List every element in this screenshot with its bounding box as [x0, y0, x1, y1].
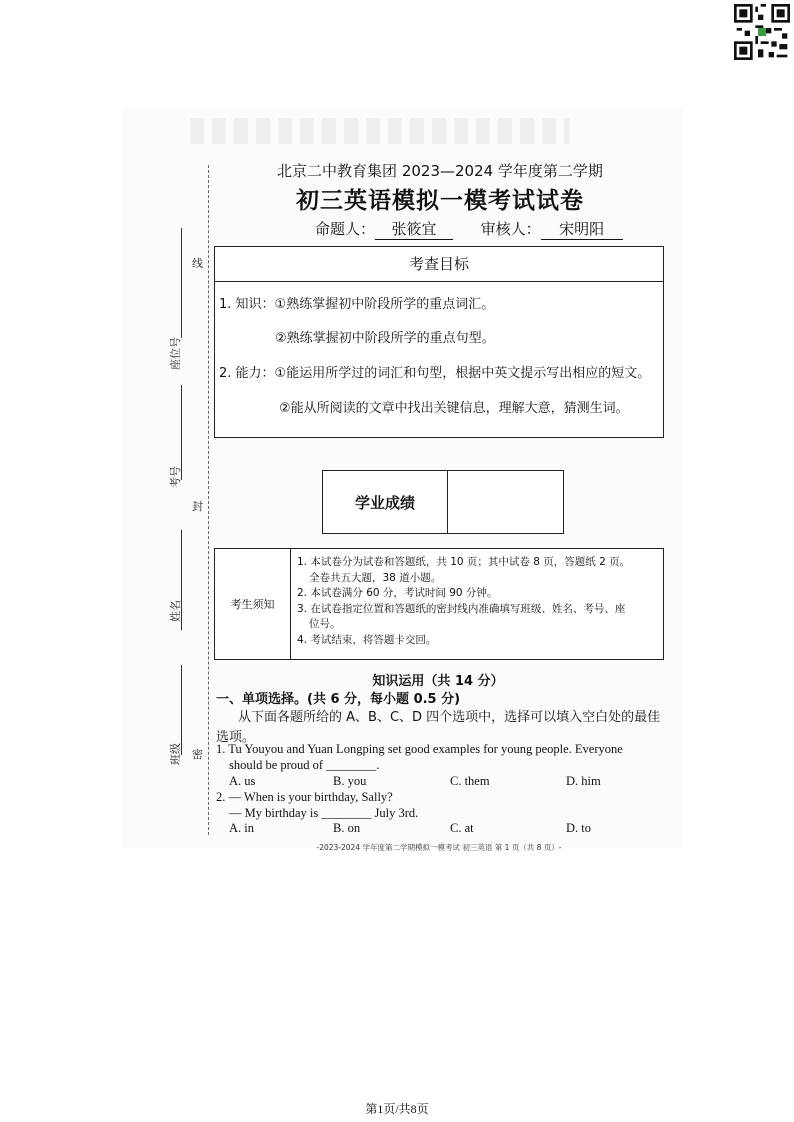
reviewer-label: 审核人：	[480, 220, 541, 238]
goal-knowledge-2: ②熟练掌握初中阶段所学的重点句型。	[275, 331, 495, 346]
page-number: 第1页/共8页	[365, 1102, 429, 1116]
question-2-option-c: C. at	[450, 821, 474, 835]
goals-heading: 考查目标	[215, 247, 663, 282]
org-line: 北京二中教育集团 2023—2024 学年度第二学期	[277, 162, 603, 180]
question-2-option-a: A. in	[229, 821, 254, 835]
scan-smudge	[190, 118, 570, 144]
score-label: 学业成绩	[323, 471, 448, 533]
seal-char-line: 线	[192, 257, 203, 270]
class-label: 班级	[169, 743, 182, 765]
part-instruction: 从下面各题所给的 A、B、C、D 四个选项中，选择可以填入空白处的最佳选项。	[216, 710, 661, 745]
question-2-option-d: D. to	[566, 821, 591, 835]
qr-code-icon	[734, 4, 790, 60]
notice-label: 考生须知	[215, 549, 291, 659]
question-1-option-a: A. us	[229, 774, 256, 788]
goal-ability-1: 2. 能力：①能运用所学过的词汇和句型，根据中英文提示写出相应的短文。	[219, 366, 651, 381]
notice-item: 3. 在试卷指定位置和答题纸的密封线内准确填写班级、姓名、考号、座	[297, 602, 626, 615]
part-title: 一、单项选择。(共 6 分，每小题 0.5 分)	[216, 692, 461, 707]
author-line	[315, 218, 623, 240]
question-1-option-b: B. you	[333, 774, 367, 788]
notice-box	[214, 548, 664, 660]
page-footer: -2023-2024 学年度第二学期模拟一模考试 初三英语 第 1 页（共 8 页）-	[316, 843, 562, 852]
question-1-option-d: D. him	[566, 774, 601, 788]
exam-number-label: 考号	[169, 466, 182, 488]
goals-box	[214, 246, 664, 438]
notice-items	[291, 549, 630, 659]
seat-number-line	[181, 228, 182, 338]
score-field[interactable]	[448, 471, 563, 533]
name-label: 姓名	[169, 600, 182, 622]
question-2-line-2: — My birthday is ________ July 3rd.	[229, 806, 419, 820]
question-1-option-c: C. them	[450, 774, 490, 788]
binding-dashed-line	[208, 165, 209, 835]
question-1-line-2: should be proud of ________.	[229, 758, 380, 772]
notice-item: 全卷共五大题，38 道小题。	[309, 571, 442, 584]
author-name: 张筱宜	[375, 218, 453, 240]
notice-item: 位号。	[309, 618, 341, 630]
seal-char-secret: 密	[192, 748, 203, 761]
goal-ability-2: ②能从所阅读的文章中找出关键信息，理解大意，猜测生词。	[279, 401, 629, 416]
notice-item: 1. 本试卷分为试卷和答题纸，共 10 页；其中试卷 8 页，答题纸 2 页。	[297, 556, 631, 568]
exam-title: 初三英语模拟一模考试试卷	[296, 188, 584, 214]
class-line	[181, 665, 182, 755]
question-1-line-1: 1. Tu Youyou and Yuan Longping set good examples for young people. Everyone	[216, 742, 623, 756]
goal-knowledge-1: 1. 知识：①熟练掌握初中阶段所学的重点词汇。	[219, 297, 495, 312]
question-2-line-1: 2. — When is your birthday, Sally?	[216, 790, 393, 804]
reviewer-name: 宋明阳	[541, 218, 623, 240]
notice-item: 4. 考试结束，将答题卡交回。	[297, 633, 437, 646]
seal-char-seal: 封	[192, 500, 203, 513]
notice-item: 2. 本试卷满分 60 分，考试时间 90 分钟。	[297, 587, 498, 599]
author-label: 命题人：	[315, 220, 376, 238]
section-title: 知识运用（共 14 分）	[372, 674, 504, 689]
seat-number-label: 座位号	[169, 337, 182, 370]
score-box	[322, 470, 564, 534]
question-2-option-b: B. on	[333, 821, 361, 835]
